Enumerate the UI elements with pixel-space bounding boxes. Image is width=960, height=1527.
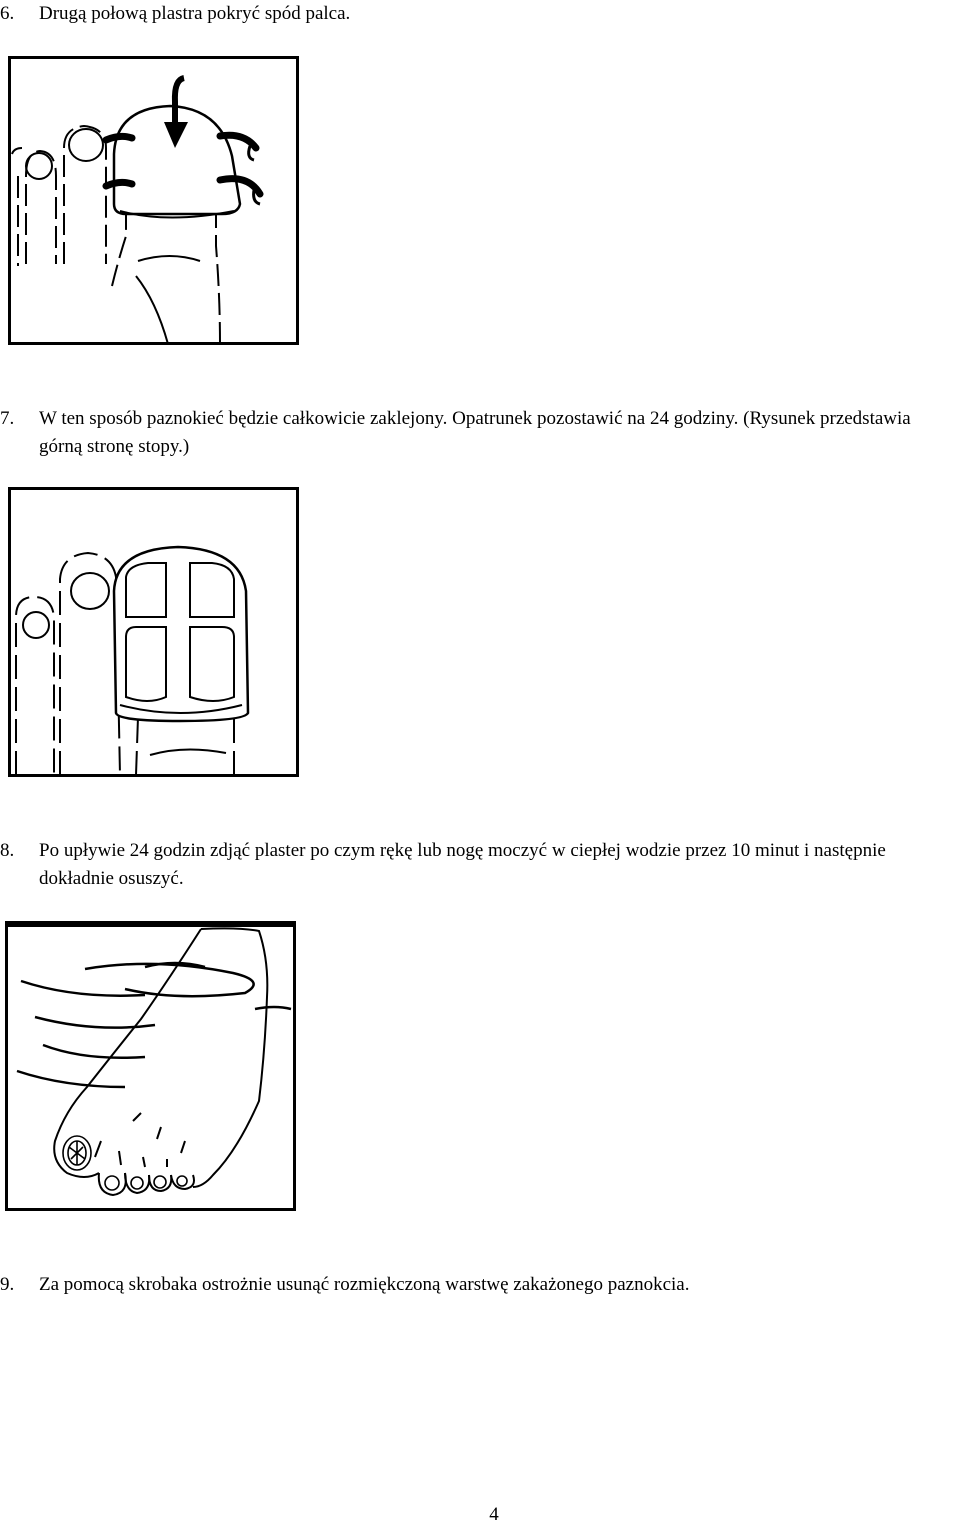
step-text: Po upływie 24 godzin zdjąć plaster po czym rękę lub nogę moczyć w ciepłej wodzie przez 10 minut i następnie dokładnie osuszyć.	[39, 840, 886, 889]
figure-foot-soaking	[5, 921, 297, 1211]
step-number: 6.	[0, 3, 15, 24]
step-8	[0, 837, 950, 893]
step-7	[0, 405, 950, 461]
step-number: 7.	[0, 408, 15, 429]
foot-soak-illustration	[5, 921, 297, 1211]
figure-plaster-top-view	[8, 487, 300, 778]
figure-plaster-wrapping	[8, 56, 300, 346]
page-number: 4	[489, 1504, 499, 1525]
step-text: W ten sposób paznokieć będzie całkowicie zaklejony. Opatrunek pozostawić na 24 godziny. (Rysunek przedstawia górną stronę stopy.)	[39, 408, 911, 457]
step-9	[0, 1271, 950, 1299]
step-6	[0, 0, 950, 28]
foot-top-illustration	[8, 487, 300, 778]
step-number: 8.	[0, 840, 15, 861]
step-text: Drugą połową plastra pokryć spód palca.	[39, 3, 351, 24]
step-number: 9.	[0, 1274, 15, 1295]
step-text: Za pomocą skrobaka ostrożnie usunąć rozmiękczoną warstwę zakażonego paznokcia.	[39, 1274, 690, 1295]
toe-wrap-illustration	[8, 56, 300, 346]
